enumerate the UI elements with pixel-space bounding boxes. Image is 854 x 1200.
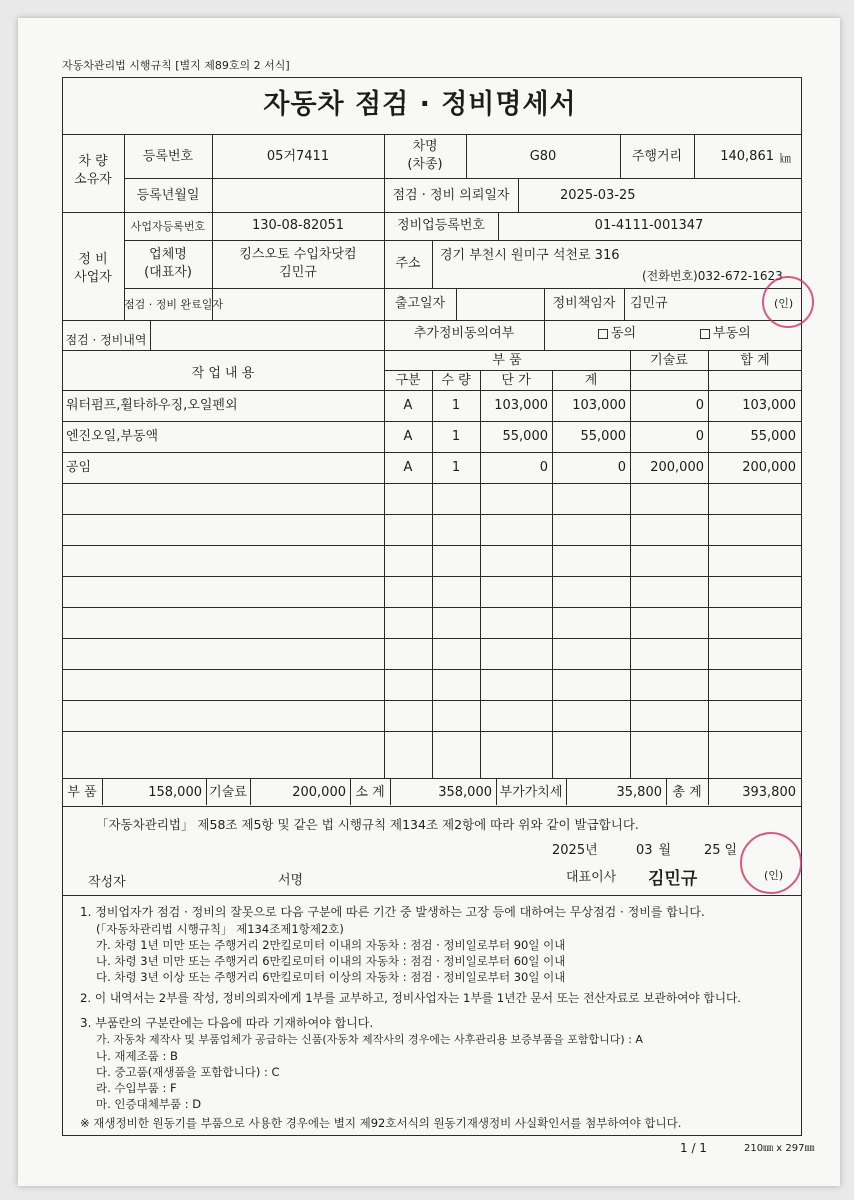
car-type-label: (차종) xyxy=(407,157,443,172)
totals-subtotal-value: 358,000 xyxy=(438,785,492,800)
row-qty: 1 xyxy=(451,429,461,444)
totals-vat-value: 35,800 xyxy=(616,785,662,800)
ceo-signature: 김민규 xyxy=(648,869,698,889)
row-total: 200,000 xyxy=(742,460,796,475)
note-1-c: 다. 차령 3년 이상 또는 주행거리 6만킬로미터 이상의 자동차 : 점검 · 정비일로부터 30일 이내 xyxy=(96,970,566,984)
col-qty-header: 수 량 xyxy=(441,373,471,388)
manager-seal-text: (인) xyxy=(774,297,794,310)
work-header: 작 업 내 용 xyxy=(191,366,255,381)
agree-checkbox[interactable] xyxy=(598,326,636,342)
col-type-header: 구분 xyxy=(395,373,421,388)
author-label: 작성자 xyxy=(88,875,126,890)
biz-no-label: 사업자등록번호 xyxy=(130,220,206,233)
complete-date-label: 점검 · 정비 완료일자 xyxy=(124,298,223,311)
row-labor: 0 xyxy=(695,429,704,444)
row-work: 엔진오일,부동액 xyxy=(66,429,159,444)
sign-label: 서명 xyxy=(278,873,304,888)
row-labor: 0 xyxy=(695,398,704,413)
labor-header: 기술료 xyxy=(650,353,688,368)
row-type: A xyxy=(403,398,413,413)
row-type: A xyxy=(403,429,413,444)
note-2: 2. 이 내역서는 2부를 작성, 정비의뢰자에게 1부를 교부하고, 정비사업자는 1부를 1년간 문서 또는 전산자료로 보관하여야 합니다. xyxy=(80,991,741,1005)
shop-section-label-2: 사업자 xyxy=(74,270,112,285)
disagree-label: 부동의 xyxy=(713,326,751,341)
col-sum-header: 계 xyxy=(584,373,598,388)
agree-label: 동의 xyxy=(611,326,637,341)
note-3-c: 다. 중고품(재생품을 포함합니다) : C xyxy=(96,1065,280,1079)
totals-parts-label: 부 품 xyxy=(67,785,97,800)
note-3-a: 가. 자동차 제작사 및 부품업체가 공급하는 신품(자동차 제작사의 경우에는 사후관리용 보증부품을 포함합니다) : A xyxy=(96,1033,643,1046)
reg-no-label: 등록번호 xyxy=(142,149,194,164)
page-number: 1 / 1 xyxy=(680,1141,707,1155)
totals-vat-label: 부가가치세 xyxy=(499,785,563,800)
note-3-e: 마. 인증대체부품 : D xyxy=(96,1097,202,1111)
shop-reg-label: 정비업등록번호 xyxy=(397,218,485,233)
extra-consent-label: 추가정비동의여부 xyxy=(413,326,515,341)
ceo-label: 대표이사 xyxy=(566,870,617,885)
note-3-d: 라. 수입부품 : F xyxy=(96,1081,177,1095)
document-title: 자동차 점검 · 정비명세서 xyxy=(263,89,577,120)
shop-section-label-1: 정 비 xyxy=(78,252,108,267)
form-reference: 자동차관리법 시행규칙 [별지 제89호의 2 서식] xyxy=(62,59,290,72)
shop-reg-value: 01-4111-001347 xyxy=(594,218,704,233)
manager-label: 정비책임자 xyxy=(552,296,616,311)
representative-label: (대표자) xyxy=(144,265,192,280)
parts-header: 부 품 xyxy=(492,353,522,368)
request-date-label: 점검 · 정비 의뢰일자 xyxy=(392,188,510,203)
note-1-a: 가. 차령 1년 미만 또는 주행거리 2만킬로미터 이내의 자동차 : 점검 · 정비일로부터 90일 이내 xyxy=(96,938,566,952)
totals-grand-label: 총 계 xyxy=(672,785,702,800)
row-sum: 0 xyxy=(617,460,626,475)
reg-no-value: 05거7411 xyxy=(266,149,330,164)
row-sum: 103,000 xyxy=(572,398,626,413)
car-name-label: 차명 xyxy=(412,139,438,154)
row-sum: 55,000 xyxy=(580,429,626,444)
note-3: 3. 부품란의 구분란에는 다음에 따라 기재하여야 합니다. xyxy=(80,1016,374,1030)
totals-parts-value: 158,000 xyxy=(148,785,202,800)
owner-section-label-1: 차 량 xyxy=(78,154,108,169)
owner-section-label-2: 소유자 xyxy=(74,172,112,187)
address-value: 경기 부천시 원미구 석천로 316 xyxy=(440,248,620,263)
issue-day xyxy=(704,843,737,859)
company-label: 업체명 xyxy=(149,247,187,262)
row-unit-price: 55,000 xyxy=(502,429,548,444)
row-labor: 200,000 xyxy=(650,460,704,475)
details-label: 점검 · 정비내역 xyxy=(65,333,147,347)
totals-grand-value: 393,800 xyxy=(742,785,796,800)
issue-month xyxy=(636,843,671,859)
request-date-value: 2025-03-25 xyxy=(560,188,636,203)
note-3-b: 나. 재제조품 : B xyxy=(96,1049,178,1063)
ceo-seal-text: (인) xyxy=(764,869,784,882)
phone-value: (전화번호)032-672-1623 xyxy=(642,269,783,283)
note-4: ※ 재생정비한 원동기를 부품으로 사용한 경우에는 별지 제92호서식의 원동기재생정비 사실확인서를 첨부하여야 합니다. xyxy=(80,1116,682,1130)
reg-date-label: 등록년월일 xyxy=(136,188,200,203)
issuance-statement: 「자동차관리법」 제58조 제5항 및 같은 법 시행규칙 제134조 제2항에 따라 위와 같이 발급합니다. xyxy=(96,817,639,832)
row-qty: 1 xyxy=(451,398,461,413)
representative-name: 김민규 xyxy=(279,265,317,280)
manager-seal-stamp xyxy=(762,276,814,328)
issue-day-value: 25 xyxy=(704,843,721,858)
company-name: 킹스오토 수입차닷컴 xyxy=(239,247,357,262)
paper-size: 210㎜ x 297㎜ xyxy=(744,1143,815,1154)
address-label: 주소 xyxy=(395,256,421,271)
row-unit-price: 0 xyxy=(539,460,548,475)
release-date-label: 출고일자 xyxy=(394,296,446,311)
mileage-value: 140,861 xyxy=(720,149,774,164)
agree-checkbox-box[interactable] xyxy=(598,329,608,339)
totals-labor-label: 기술료 xyxy=(209,785,247,800)
row-type: A xyxy=(403,460,413,475)
note-1-ref: (「자동차관리법 시행규칙」 제134조제1항제2호) xyxy=(96,922,344,936)
issue-year xyxy=(552,843,598,859)
total-header: 합 계 xyxy=(740,353,770,368)
biz-no-value: 130-08-82051 xyxy=(251,218,345,233)
row-total: 103,000 xyxy=(742,398,796,413)
manager-name: 김민규 xyxy=(630,296,668,311)
disagree-checkbox[interactable] xyxy=(700,326,751,342)
row-total: 55,000 xyxy=(750,429,796,444)
disagree-checkbox-box[interactable] xyxy=(700,329,710,339)
col-unit-price-header: 단 가 xyxy=(501,373,531,388)
company-seal-stamp xyxy=(740,832,802,894)
issue-month-value: 03 xyxy=(636,843,653,858)
issue-year-unit: 년 xyxy=(585,843,598,858)
row-qty: 1 xyxy=(451,460,461,475)
totals-labor-value: 200,000 xyxy=(292,785,346,800)
row-work: 워터펌프,휠타하우징,오일펜외 xyxy=(66,398,238,413)
note-1: 1. 정비업자가 점검 · 정비의 잘못으로 다음 구분에 따른 기간 중 발생하는 고장 등에 대하여는 무상점검 · 정비를 합니다. xyxy=(80,905,705,919)
row-work: 공임 xyxy=(66,460,92,475)
issue-year-value: 2025 xyxy=(552,843,586,858)
mileage-unit: ㎞ xyxy=(780,152,791,165)
issue-day-unit: 일 xyxy=(724,843,738,858)
note-1-b: 나. 차령 3년 미만 또는 주행거리 6만킬로미터 이내의 자동차 : 점검 · 정비일로부터 60일 이내 xyxy=(96,954,566,968)
car-name-value: G80 xyxy=(529,149,557,164)
mileage-label: 주행거리 xyxy=(631,149,683,164)
issue-month-unit: 월 xyxy=(658,843,672,858)
row-unit-price: 103,000 xyxy=(494,398,548,413)
totals-subtotal-label: 소 계 xyxy=(355,785,385,800)
